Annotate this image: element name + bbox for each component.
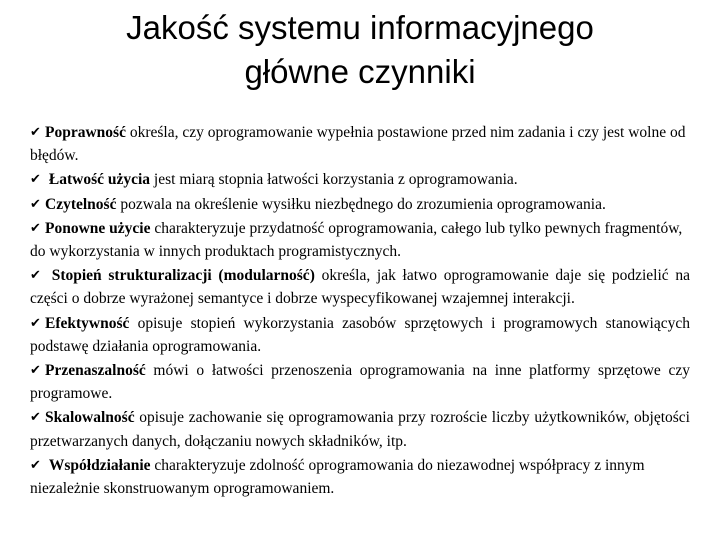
slide-title-line-2: główne czynniki — [244, 53, 476, 90]
check-icon: ✔ — [30, 314, 41, 330]
factor-description: określa, jak łatwo oprogramowanie daje się podzielić na części o dobrze wyrażonej semantyce i dobrze wyspecyfikowanej wzajemnej interakcji. — [30, 267, 691, 308]
factor-list — [30, 120, 690, 500]
factor-item-poprawnosc — [30, 120, 690, 167]
factor-term: Poprawność — [45, 124, 126, 141]
factor-term: Efektywność — [45, 314, 130, 332]
check-icon: ✔ — [30, 362, 41, 378]
factor-item-efektywnosc — [30, 311, 690, 358]
check-icon: ✔ — [30, 124, 41, 139]
check-icon: ✔ — [30, 267, 41, 283]
factor-description: jest miarą stopnia łatwości korzystania z oprogramowania. — [150, 171, 518, 189]
factor-description: opisuje zachowanie się oprogramowania przy rozroście liczby użytkowników, objętości przetwarzanych danych, dołączaniu nowych składników, itp. — [30, 409, 690, 450]
factor-item-latwosc-uzycia — [30, 167, 690, 191]
slide-title — [0, 6, 720, 94]
factor-term: Stopień strukturalizacji (modularność) — [51, 267, 315, 285]
check-icon: ✔ — [30, 171, 41, 187]
factor-description: opisuje stopień wykorzystania zasobów sprzętowych i programowych stanowiących podstawę działania oprogramowania. — [30, 314, 690, 355]
factor-description: mówi o łatwości przenoszenia oprogramowania na inne platformy sprzętowe czy programowe. — [30, 362, 690, 403]
factor-item-wspoldzialanie — [30, 453, 690, 500]
factor-item-czytelnosc — [30, 192, 690, 216]
factor-description: charakteryzuje przydatność oprogramowania, całego lub tylko pewnych fragmentów, do wykorzystania w innych produktach programistycznych. — [30, 219, 683, 261]
factor-term: Czytelność — [45, 195, 117, 213]
factor-item-ponowne-uzycie — [30, 216, 690, 263]
factor-term: Łatwość użycia — [48, 171, 151, 189]
factor-item-skalowalnosc — [30, 405, 690, 452]
factor-term: Przenaszalność — [45, 362, 146, 380]
factor-description: określa, czy oprogramowanie wypełnia postawione przed nim zadania i czy jest wolne od błędów. — [30, 124, 686, 165]
factor-description: charakteryzuje zdolność oprogramowania do niezawodnej współpracy z innym niezależnie skonstruowanym oprogramowaniem. — [30, 456, 645, 498]
slide-title-line-1: Jakość systemu informacyjnego — [126, 9, 594, 46]
factor-description: pozwala na określenie wysiłku niezbędnego do zrozumienia oprogramowania. — [116, 195, 606, 213]
check-icon: ✔ — [30, 219, 41, 235]
factor-term: Współdziałanie — [48, 456, 151, 474]
check-icon: ✔ — [30, 195, 41, 211]
factor-term: Ponowne użycie — [45, 219, 151, 237]
factor-item-strukturalizacja — [30, 263, 690, 310]
factor-item-przenaszalnosc — [30, 358, 690, 405]
check-icon: ✔ — [30, 456, 41, 472]
factor-term: Skalowalność — [45, 409, 135, 427]
check-icon: ✔ — [30, 409, 41, 425]
